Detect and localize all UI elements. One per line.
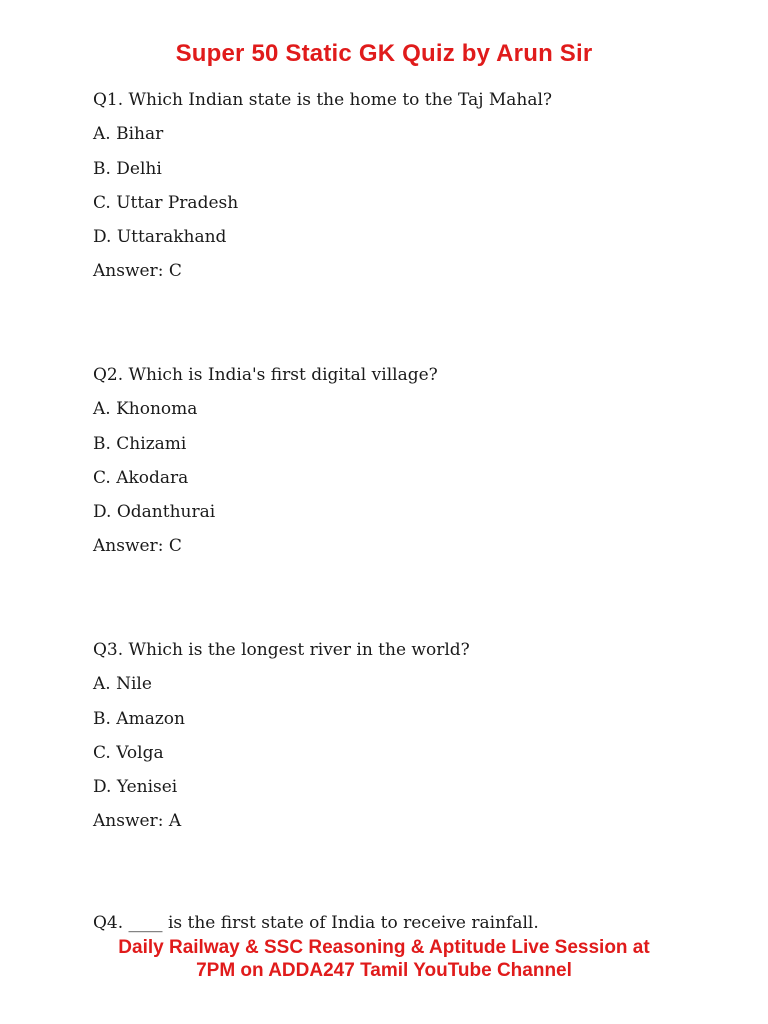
question-text: Q1. Which Indian state is the home to the Taj Mahal?: [93, 90, 553, 110]
option-a: A. Khonoma: [93, 399, 198, 420]
page-title: Super 50 Static GK Quiz by Arun Sir: [175, 40, 593, 67]
option-b: B. Amazon: [93, 708, 185, 729]
answer-text: Answer: C: [93, 536, 182, 557]
option-d: D. Uttarakhand: [93, 227, 227, 248]
footer-line-2: 7PM on ADDA247 Tamil YouTube Channel: [196, 960, 572, 981]
option-c: C. Uttar Pradesh: [93, 192, 239, 213]
footer-line-1: Daily Railway & SSC Reasoning & Aptitude Live Session at: [118, 937, 650, 958]
question-block-2: [93, 364, 713, 570]
option-b: B. Delhi: [93, 158, 162, 179]
option-c: C. Volga: [93, 742, 164, 763]
option-d: D. Odanthurai: [93, 502, 216, 523]
footer-banner: [0, 936, 768, 982]
question-block-3: [93, 639, 713, 845]
option-a: A. Nile: [93, 674, 152, 695]
question-text: Q2. Which is India's first digital village?: [93, 365, 438, 385]
option-d: D. Yenisei: [93, 777, 178, 798]
option-b: B. Chizami: [93, 433, 187, 454]
answer-text: Answer: C: [93, 261, 182, 282]
question-block-1: [93, 89, 713, 295]
option-c: C. Akodara: [93, 467, 189, 488]
option-a: A. Bihar: [93, 124, 164, 145]
question-text: Q3. Which is the longest river in the world?: [93, 640, 470, 660]
answer-text: Answer: A: [93, 811, 182, 832]
question-text: Q4. ____ is the first state of India to receive rainfall.: [93, 913, 539, 933]
